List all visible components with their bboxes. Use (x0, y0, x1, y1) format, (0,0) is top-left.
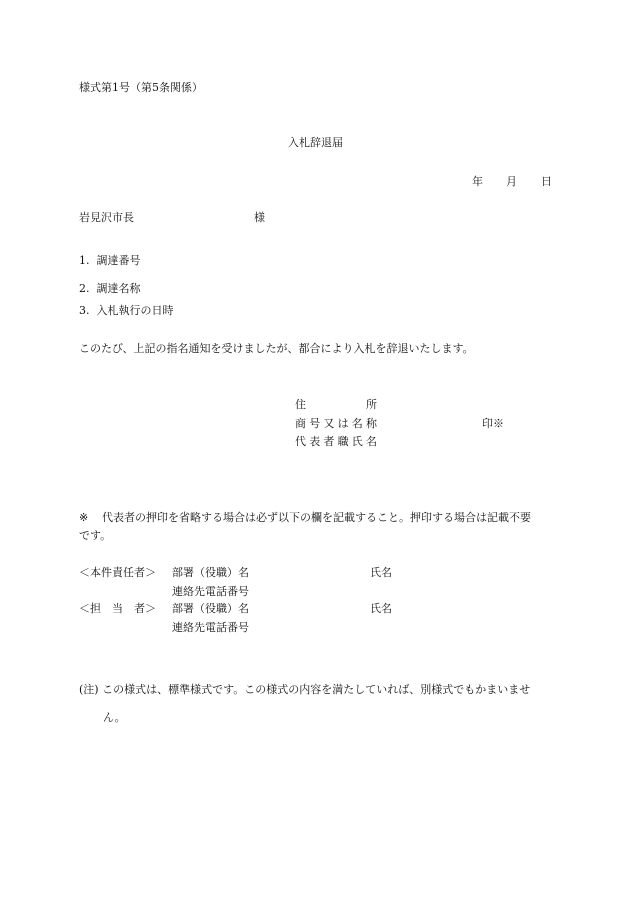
representative-label: 代表者職氏名 (295, 435, 377, 448)
note-mark: ※ (79, 511, 89, 524)
contact-role: ＜本件責任者＞ (79, 566, 156, 579)
date-day: 日 (541, 175, 552, 188)
company-name-label: 商号又は名称 (295, 417, 377, 430)
item-label: 調達番号 (96, 254, 141, 267)
date-year: 年 (472, 175, 483, 188)
note-text-line2: です。 (79, 529, 112, 542)
document-title: 入札辞退届 (288, 136, 343, 149)
form-number: 様式第1号（第5条関係） (79, 81, 203, 94)
contact-name-label: 氏名 (370, 566, 392, 579)
item-number: 1. (79, 254, 90, 267)
contact-dept-label: 部署（役職）名 (172, 566, 249, 579)
withdrawal-statement: このたび、上記の指名通知を受けましたが、都合により入札を辞退いたします。 (79, 342, 474, 355)
contact-name-label: 氏名 (370, 602, 392, 615)
item-label: 入札執行の日時 (96, 304, 174, 317)
address-label: 住 所 (295, 398, 377, 411)
contact-phone-label: 連絡先電話番号 (172, 585, 249, 598)
footnote-line2: ん。 (103, 711, 126, 724)
contact-role: ＜担 当 者＞ (79, 602, 156, 615)
addressee-name: 岩見沢市長 (79, 211, 134, 224)
note-text-line1: 代表者の押印を省略する場合は必ず以下の欄を記載すること。押印する場合は記載不要 (102, 511, 531, 524)
date-month: 月 (506, 175, 517, 188)
seal-mark: 印※ (482, 417, 504, 430)
contact-dept-label: 部署（役職）名 (172, 602, 249, 615)
item-number: 3. (79, 304, 90, 317)
item-number: 2. (79, 282, 90, 295)
contact-phone-label: 連絡先電話番号 (172, 621, 249, 634)
addressee-honorific: 様 (254, 211, 265, 224)
item-label: 調達名称 (96, 282, 141, 295)
footnote-line1: (注) この様式は、標準様式です。この様式の内容を満たしていれば、別様式でもかまいませ (79, 683, 531, 696)
list-item (79, 305, 174, 316)
list-item (79, 255, 141, 266)
list-item (79, 283, 141, 294)
